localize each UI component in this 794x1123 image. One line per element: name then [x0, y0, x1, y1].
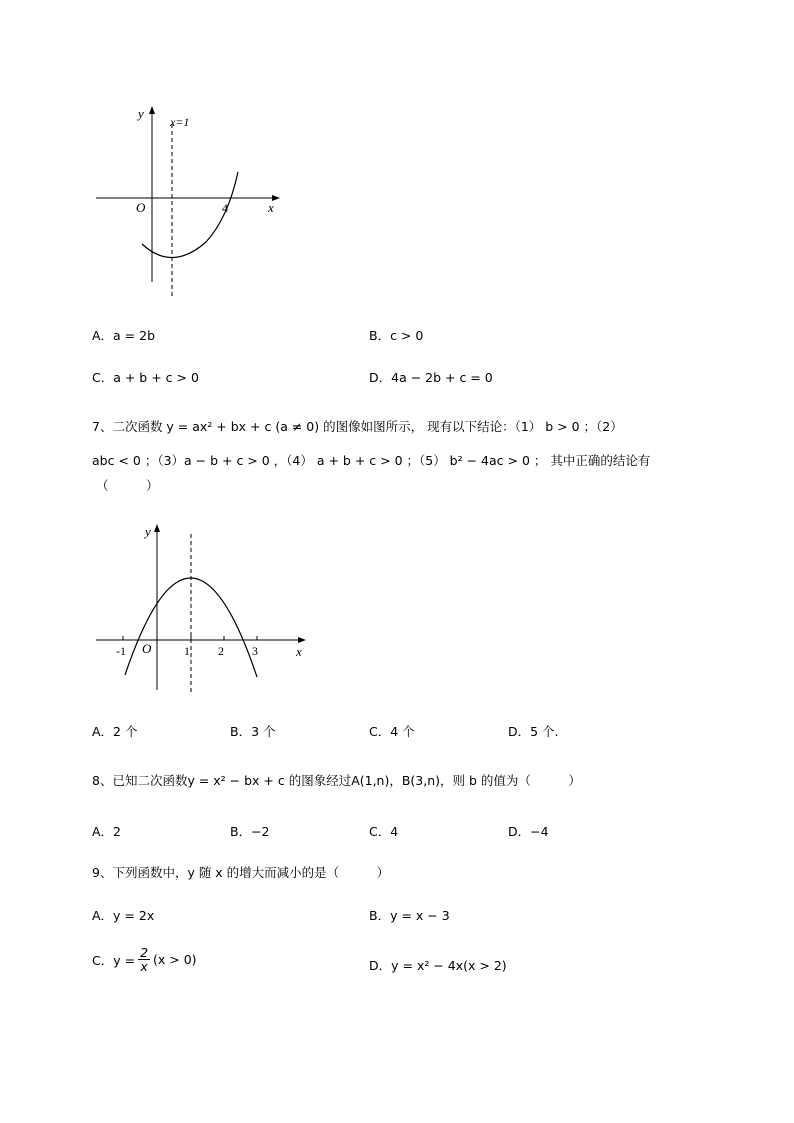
graph-1-x-label: x: [268, 200, 274, 215]
q9-option-c-suffix: (x > 0): [153, 952, 197, 967]
q9-option-c-prefix: C．y =: [92, 952, 136, 968]
q8-option-a: A．2: [92, 824, 122, 839]
graph-2-x-label: x: [296, 644, 302, 659]
graph-1-axis-label: x=1: [170, 115, 190, 129]
graph-1-origin: O: [136, 200, 146, 215]
graph-2-tick: 1: [184, 644, 190, 658]
q7-line-1: 7、二次函数 y = ax² + bx + c (a ≠ 0) 的图像如图所示， 现有以下结论：（1） b > 0 ；（2）: [92, 419, 623, 434]
q9-option-b: B．y = x − 3: [369, 908, 450, 923]
q8-option-b: B．−2: [230, 824, 270, 839]
q6-option-c: C．a + b + c > 0: [92, 370, 199, 385]
q6-option-b: B．c > 0: [369, 328, 424, 343]
q7-line-2: abc < 0 ；（3）a − b + c > 0 ，（4） a + b + c > 0 ；（5） b² − 4ac > 0 ； 其中正确的结论有: [92, 453, 651, 468]
graph-2-tick: -1: [116, 644, 126, 658]
q9-text: 9、下列函数中，y 随 x 的增大而减小的是（ ）: [92, 865, 390, 880]
q8-option-c: C．4: [369, 824, 399, 839]
graph-1: [90, 100, 290, 300]
q8-text: 8、已知二次函数y = x² − bx + c 的图象经过A(1,n)，B(3,n)，则 b 的值为（ ）: [92, 773, 581, 788]
fraction-denominator: x: [140, 959, 148, 974]
graph-1-y-label: y: [138, 106, 144, 121]
graph-2-origin: O: [142, 641, 152, 656]
q7-option-c: C．4 个: [369, 724, 415, 739]
q7-option-b: B．3 个: [230, 724, 276, 739]
graph-2-y-label: y: [145, 524, 151, 539]
q9-option-a: A．y = 2x: [92, 908, 155, 923]
q7-line-3: （ ）: [96, 478, 159, 493]
q7-option-a: A．2 个: [92, 724, 138, 739]
q9-option-d: D．y = x² − 4x(x > 2): [369, 958, 507, 973]
q8-option-d: D．−4: [508, 824, 549, 839]
q9-option-c: [92, 946, 197, 973]
graph-1-tick-4: 4: [222, 201, 228, 215]
q7-option-d: D．5 个.: [508, 724, 559, 739]
q6-option-d: D．4a − 2b + c = 0: [369, 370, 493, 385]
graph-2: [90, 520, 320, 695]
graph-2-tick: 3: [252, 644, 258, 658]
fraction-numerator: 2: [140, 945, 149, 960]
q9-option-c-fraction: [138, 946, 150, 973]
graph-2-tick: 2: [218, 644, 224, 658]
q6-option-a: A．a = 2b: [92, 328, 156, 343]
